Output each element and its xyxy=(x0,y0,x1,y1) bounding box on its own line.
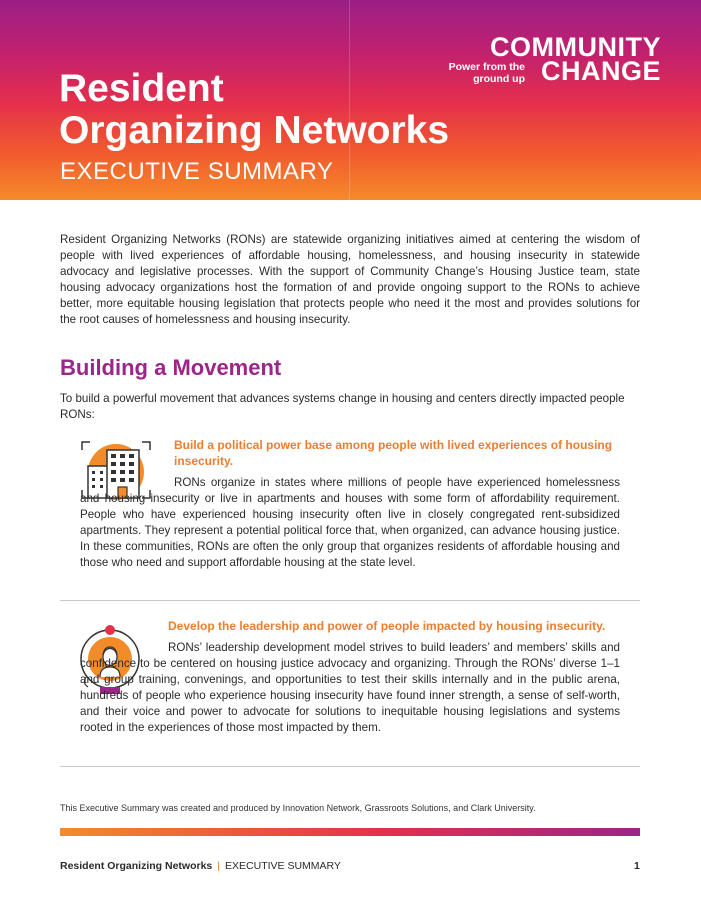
page-number: 1 xyxy=(634,860,640,872)
community-change-logo xyxy=(448,32,661,86)
logo-tagline-line-1: Power from the xyxy=(448,61,525,73)
section-heading: Building a Movement xyxy=(60,355,282,380)
footer-doc-type: EXECUTIVE SUMMARY xyxy=(225,860,341,872)
page-footer xyxy=(60,860,341,872)
footer-separator: | xyxy=(217,860,221,872)
divider-2 xyxy=(60,766,640,767)
title-line-2: Organizing Networks xyxy=(59,109,450,152)
item-1-heading: Build a political power base among people with lived experiences of housing insecurity. xyxy=(174,438,613,468)
header-banner xyxy=(0,0,701,200)
footer-gradient-bar xyxy=(60,828,640,836)
title-line-1: Resident xyxy=(59,67,224,110)
logo-word-change: CHANGE xyxy=(540,56,661,86)
footer-doc-title: Resident Organizing Networks xyxy=(60,860,213,872)
credit-line: This Executive Summary was created and produced by Innovation Network, Grassroots Solutions, and Clark University. xyxy=(60,803,536,813)
logo-tagline-line-2: ground up xyxy=(473,73,525,85)
logo-word-community: COMMUNITY xyxy=(490,32,661,62)
section-lead: To build a powerful movement that advances systems change in housing and centers directly impacted people RONs: xyxy=(60,392,625,421)
item-1-text: RONs organize in states where millions of people have experienced homelessness and housing insecurity or live in apartments and houses with some form of affordability requirement. People who have experienced housing insecurity often live in closely congregated rent-subsidized apartments. They represent a potential political force that, when organized, can advance housing justice. In these communities, RONs are often the only group that organizes residents of affordable housing and those who need and support affordable housing at the state level. xyxy=(80,476,620,569)
item-2-text: RONs’ leadership development model strives to build leaders’ and members’ skills and confidence to be centered on housing justice advocacy and organizing. Through the RONs’ diverse 1–1 and group training, convenings, and opportunities to test their skills internally and in the public arena, hundreds of people who experience housing insecurity have found inner strength, a sense of self-worth, and their voice and power to advocate for solutions to inequitable housing legislations and systems rooted in the experiences of those most impacted by them. xyxy=(80,641,620,734)
intro-paragraph: Resident Organizing Networks (RONs) are statewide organizing initiatives aimed at centering the wisdom of people with lived experiences of affordable housing, homelessness, and housing insecurity in statewide advocacy and legislative processes. With the support of Community Change’s Housing Justice team, state housing advocacy organizations host the formation of and provide ongoing support to the RONs to achieve better, more equitable housing legislation that protects people who need it the most and provides solutions for the root causes of homelessness and housing insecurity. xyxy=(60,233,640,326)
logo-tagline xyxy=(425,61,525,85)
page-title xyxy=(59,68,449,152)
divider-1 xyxy=(60,600,640,601)
item-2-heading: Develop the leadership and power of people impacted by housing insecurity. xyxy=(168,619,606,633)
page-subtitle: EXECUTIVE SUMMARY xyxy=(60,158,334,185)
